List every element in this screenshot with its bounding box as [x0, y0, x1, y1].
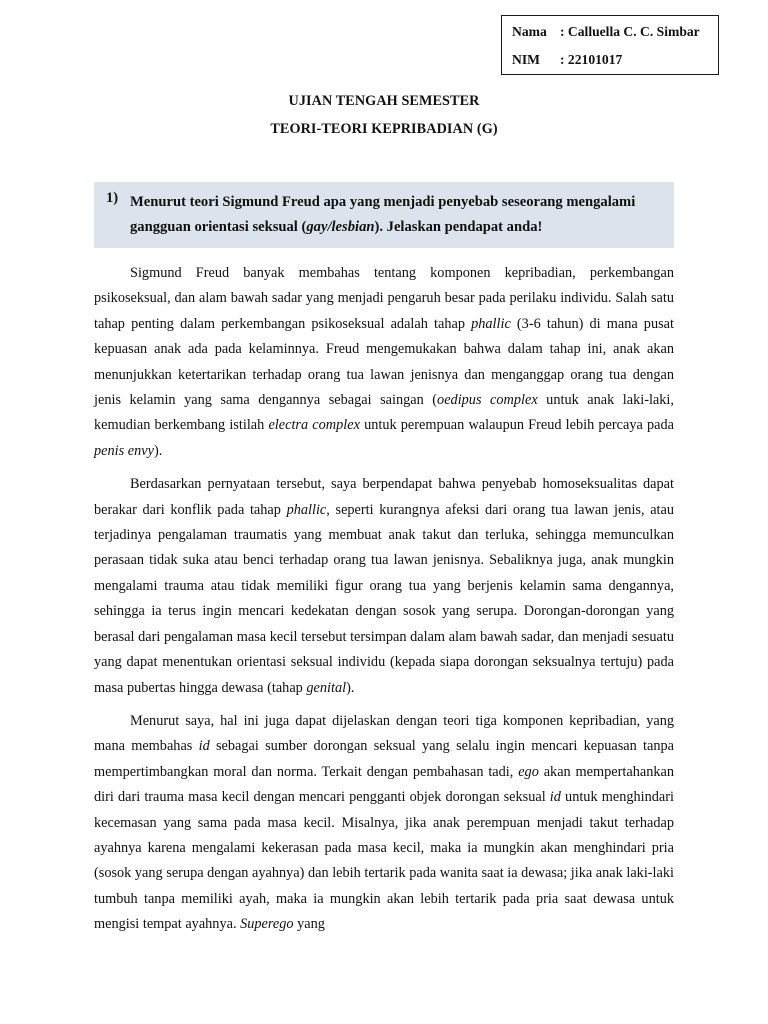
italic-term: id	[198, 738, 210, 755]
text-run: akan mempertahankan diri dari trauma masa kecil dengan mencari pengganti objek dorongan seksual	[94, 763, 674, 806]
answer-paragraph-1	[94, 261, 674, 464]
italic-term: ego	[518, 763, 539, 780]
italic-term: Superego	[240, 916, 294, 933]
text-run: Menurut saya, hal ini juga dapat dijelaskan dengan teori tiga komponen kepribadian, yang mana membahas	[94, 712, 674, 755]
italic-term: id	[549, 789, 561, 806]
answer-paragraph-3	[94, 709, 674, 938]
answer-body	[94, 261, 674, 938]
name-value: : Calluella C. C. Simbar	[560, 24, 700, 39]
text-run: ).	[153, 442, 163, 459]
italic-term: phallic	[471, 315, 511, 332]
italic-term: penis envy	[94, 442, 154, 459]
italic-term: genital	[306, 679, 347, 696]
text-run: , seperti kurangnya afeksi dari orang tua lawan jenis, atau terjadinya pengalaman traumatis yang membuat anak takut dan terluka, sehingga memunculkan perasaan tidak suka atau benci terhadap orang tua lawan jenisnya. Sebaliknya juga, anak mungkin mengalami trauma atau tidak memiliki figur orang tua yang berjenis kelamin sama dengannya, sehingga ia terus ingin mencari kedekatan dengan sosok yang serupa. Dorongan-dorongan yang berasal dari pengalaman masa kecil tersebut tersimpan dalam alam bawah sadar, dan menjadi sesuatu yang dapat menentukan orientasi seksual individu (kepada siapa dorongan seksualnya tertuju) pada masa pubertas hingga dewasa (tahap	[94, 501, 675, 696]
question-box	[94, 182, 674, 248]
text-run: untuk anak laki-laki, kemudian berkembang istilah	[94, 392, 674, 434]
text-run: sebagai sumber dorongan seksual yang selalu ingin mencari kepuasan tanpa mempertimbangkan moral dan norma. Terkait dengan pembahasan tadi,	[94, 738, 674, 780]
name-label: Nama	[512, 24, 547, 39]
answer-paragraph-2	[94, 472, 674, 701]
text-run: untuk perempuan walaupun Freud lebih percaya pada	[359, 417, 674, 434]
question-text-part: Menurut teori Sigmund Freud apa yang menjadi penyebab seseorang mengalami gangguan orientasi seksual (	[130, 194, 636, 235]
question-number: 1)	[106, 190, 119, 206]
text-run: Berdasarkan pernyataan tersebut, saya berpendapat bahwa penyebab homoseksualitas dapat berakar dari konflik pada tahap	[94, 476, 674, 518]
text-run: (3-6 tahun) di mana pusat kepuasan anak ada pada kelaminnya. Freud mengemukakan bahwa dalam tahap ini, anak akan menunjukkan ketertarikan terhadap orang tua lawan jenisnya dan menganggap orang tua dengan jenis kelamin yang sama dengannya sebagai saingan (	[94, 315, 674, 409]
italic-term: electra complex	[268, 417, 360, 434]
italic-term: phallic	[286, 501, 327, 518]
text-run: yang	[293, 916, 325, 933]
course-title: TEORI-TEORI KEPRIBADIAN (G)	[270, 121, 498, 137]
nim-value: : 22101017	[560, 52, 623, 67]
exam-title: UJIAN TENGAH SEMESTER	[288, 93, 480, 109]
name-row	[512, 24, 700, 40]
nim-label: NIM	[512, 52, 540, 67]
question-text-italic: gay/lesbian	[306, 219, 375, 235]
text-run: untuk menghindari kecemasan yang sama pada masa kecil. Misalnya, jika anak perempuan menjadi takut terhadap ayahnya karena mengalami kekerasan pada masa kecil, maka ia mungkin akan menghindari pria (sosok yang serupa dengan ayahnya) dan lebih tertarik pada wanita saat ia dewasa; jika anak laki-laki tumbuh tanpa memiliki ayah, maka ia mungkin akan lebih tertarik pada pria saat dewasa untuk mengisi tempat ayahnya.	[94, 789, 674, 933]
nim-row	[512, 52, 622, 68]
text-run: Sigmund Freud banyak membahas tentang komponen kepribadian, perkembangan psikoseksual, dan alam bawah sadar yang menjadi pengaruh besar pada perilaku individu. Salah satu tahap penting dalam perkembangan psikoseksual adalah tahap	[94, 265, 674, 332]
question-text	[130, 190, 664, 240]
student-identity-box	[501, 15, 719, 75]
question-text-part: ). Jelaskan pendapat anda!	[374, 219, 543, 235]
italic-term: oedipus complex	[437, 392, 538, 409]
text-run: ).	[346, 679, 355, 696]
